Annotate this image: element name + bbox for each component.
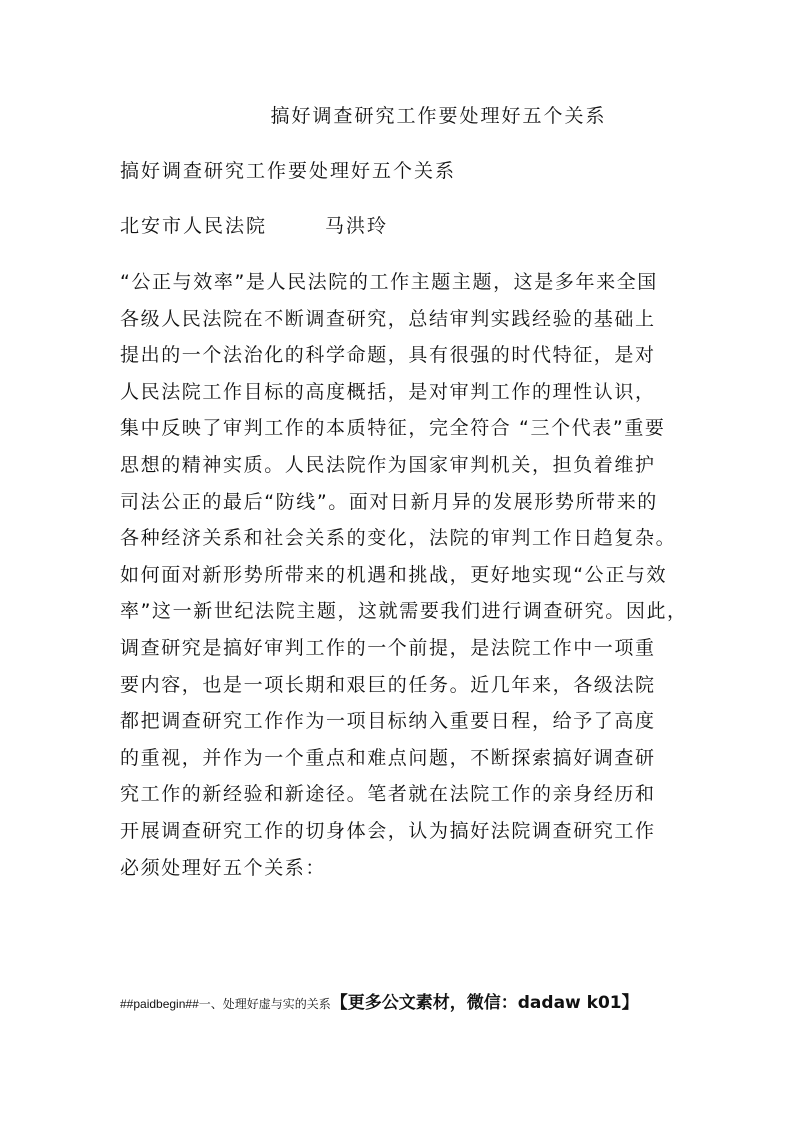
- document-subtitle: 搞好调查研究工作要处理好五个关系: [120, 160, 457, 182]
- author-name: 马洪玲: [325, 215, 389, 237]
- body-line: 司法公正的最后“防线”。面对日新月异的发展形势所带来的: [120, 490, 658, 513]
- body-line: 人民法院工作目标的高度概括，是对审判工作的理性认识，: [120, 380, 656, 403]
- paid-marker: ##paidbegin##: [120, 997, 199, 1011]
- promo-text: 【更多公文素材，微信：dadaw k01】: [330, 993, 639, 1013]
- body-line: 开展调查研究工作的切身体会，认为搞好法院调查研究工作: [120, 819, 656, 842]
- body-line: 如何面对新形势所带来的机遇和挑战，更好地实现“公正与效: [120, 563, 668, 586]
- body-line: 的重视，并作为一个重点和难点问题，不断探索搞好调查研: [120, 746, 656, 769]
- body-line: 调查研究是搞好审判工作的一个前提，是法院工作中一项重: [120, 636, 656, 659]
- body-line: 提出的一个法治化的科学命题，具有很强的时代特征，是对: [120, 344, 656, 367]
- body-line: 各种经济关系和社会关系的变化，法院的审判工作日趋复杂。: [120, 527, 677, 550]
- body-line: 必须处理好五个关系：: [120, 856, 327, 879]
- body-line: “公正与效率”是人民法院的工作主题主题，这是多年来全国: [120, 271, 658, 293]
- byline: [120, 210, 388, 242]
- organization-name: 北安市人民法院: [120, 215, 268, 237]
- section-heading: 一、处理好虚与实的关系: [198, 997, 331, 1011]
- body-line: 率”这一新世纪法院主题，这就需要我们进行调查研究。因此，: [120, 600, 688, 623]
- footer-line: [120, 988, 639, 1019]
- body-line: 都把调查研究工作作为一项目标纳入重要日程，给予了高度: [120, 710, 656, 733]
- document-title: 搞好调查研究工作要处理好五个关系: [270, 105, 607, 127]
- body-paragraph: [120, 264, 695, 886]
- body-line: 思想的精神实质。人民法院作为国家审判机关，担负着维护: [120, 453, 656, 476]
- body-line: 各级人民法院在不断调查研究，总结审判实践经验的基础上: [120, 307, 656, 330]
- body-line: 集中反映了审判工作的本质特征，完全符合 “三个代表”重要: [120, 417, 666, 440]
- body-line: 要内容，也是一项长期和艰巨的任务。近几年来，各级法院: [120, 673, 656, 696]
- body-line: 究工作的新经验和新途径。笔者就在法院工作的亲身经历和: [120, 783, 656, 806]
